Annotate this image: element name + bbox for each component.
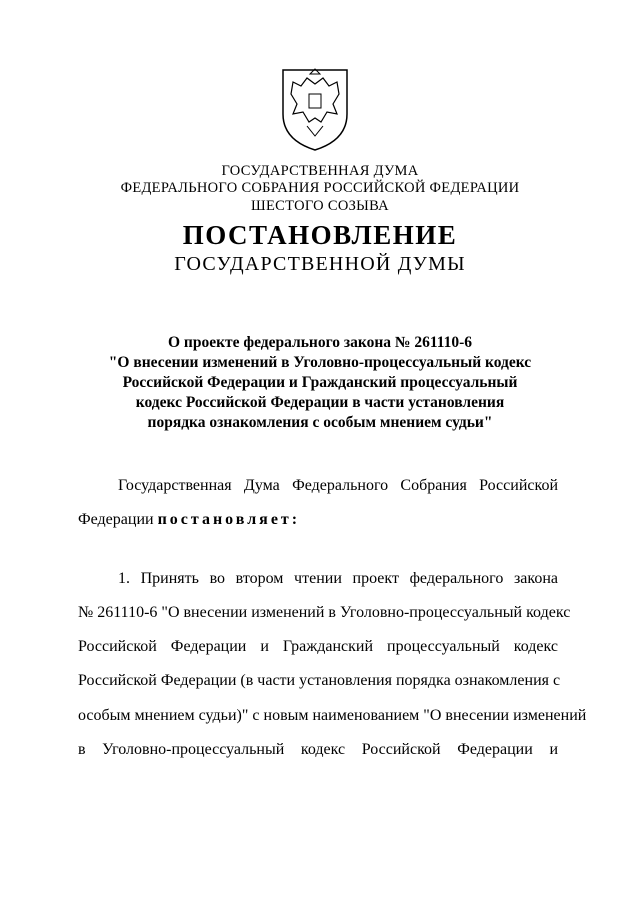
preamble-line-1: Государственная Дума Федерального Собрания Российской	[118, 477, 558, 494]
preamble-federation: Федерации	[78, 511, 154, 528]
item1-line: особым мнением судьи)" с новым наименованием "О внесении изменений	[78, 707, 587, 724]
title-line: О проекте федерального закона № 261110-6	[167, 334, 473, 351]
document-type: ПОСТАНОВЛЕНИЕ	[182, 220, 458, 250]
preamble-line-2	[78, 511, 558, 529]
header-line-3: ШЕСТОГО СОЗЫВА	[251, 198, 389, 214]
item1-line: Российской Федерации (в части установления порядка ознакомления с	[78, 672, 561, 689]
preamble-resolves: постановляет:	[157, 511, 301, 528]
item1-line: 1. Принять во втором чтении проект федерального закона	[118, 570, 558, 587]
header-line-2: ФЕДЕРАЛЬНОГО СОБРАНИЯ РОССИЙСКОЙ ФЕДЕРАЦИИ	[120, 180, 520, 196]
title-line: Российской Федерации и Гражданский процессуальный	[122, 374, 518, 391]
coat-of-arms-emblem	[277, 64, 353, 152]
title-line: "О внесении изменений в Уголовно-процессуальный кодекс	[108, 354, 532, 371]
item1-line: № 261110-6 "О внесении изменений в Уголовно-процессуальный кодекс	[78, 604, 571, 621]
item1-line: в Уголовно-процессуальный кодекс Российской Федерации и	[78, 741, 558, 758]
title-line: кодекс Российской Федерации в части установления	[135, 394, 505, 411]
title-line: порядка ознакомления с особым мнением судьи"	[147, 414, 493, 431]
item1-line: Российской Федерации и Гражданский процессуальный кодекс	[78, 638, 558, 655]
document-issuer: ГОСУДАРСТВЕННОЙ ДУМЫ	[174, 253, 466, 275]
header-line-1: ГОСУДАРСТВЕННАЯ ДУМА	[221, 163, 419, 179]
